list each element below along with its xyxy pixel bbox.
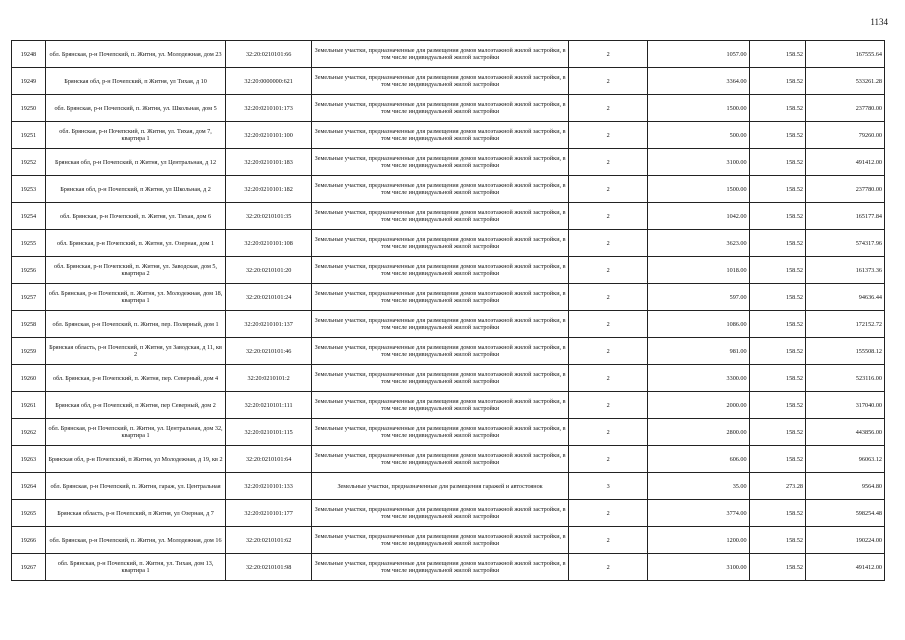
row-number-cell: 19259 <box>12 338 46 365</box>
address-cell: Брянская область, р-н Почепский, п Житня, ул Озерная, д 7 <box>45 500 225 527</box>
table-row <box>12 122 885 149</box>
address-cell: обл. Брянская, р-н Почепский, п. Житня, ул. Озерная, дом 1 <box>45 230 225 257</box>
cadastral-cost-cell: 79260.00 <box>806 122 885 149</box>
land-use-cell: Земельные участки, предназначенные для размещения гаражей и автостоянок <box>312 473 569 500</box>
cadastral-number-cell: 32:20:0210101:98 <box>226 554 312 581</box>
land-use-cell: Земельные участки, предназначенные для размещения домов малоэтажной жилой застройки, в том числе индивидуальной жилой застройки <box>312 365 569 392</box>
area-cell: 2800.00 <box>648 419 750 446</box>
area-cell: 597.00 <box>648 284 750 311</box>
group-code-cell: 2 <box>569 311 648 338</box>
group-code-cell: 2 <box>569 230 648 257</box>
area-cell: 3100.00 <box>648 149 750 176</box>
address-cell: Брянская обл, р-н Почепский, п Житня, ул Центральная, д 12 <box>45 149 225 176</box>
land-use-cell: Земельные участки, предназначенные для размещения домов малоэтажной жилой застройки, в том числе индивидуальной жилой застройки <box>312 176 569 203</box>
cadastral-number-cell: 32:20:0210101:24 <box>226 284 312 311</box>
address-cell: обл. Брянская, р-н Почепский, п. Житня, ул. Центральная, дом 32, квартира 1 <box>45 419 225 446</box>
land-use-cell: Земельные участки, предназначенные для размещения домов малоэтажной жилой застройки, в том числе индивидуальной жилой застройки <box>312 257 569 284</box>
table-row <box>12 419 885 446</box>
address-cell: Брянская обл, р-н Почепский, п Житня, ул Молодежная, д 19, кв 2 <box>45 446 225 473</box>
specific-value-cell: 158.52 <box>749 419 805 446</box>
address-cell: обл. Брянская, р-н Почепский, п. Житня, ул. Школьная, дом 5 <box>45 95 225 122</box>
address-cell: обл. Брянская, р-н Почепский, п. Житня, ул. Молодежная, дом 23 <box>45 41 225 68</box>
area-cell: 1500.00 <box>648 176 750 203</box>
row-number-cell: 19248 <box>12 41 46 68</box>
specific-value-cell: 158.52 <box>749 68 805 95</box>
group-code-cell: 2 <box>569 500 648 527</box>
table-row <box>12 338 885 365</box>
land-use-cell: Земельные участки, предназначенные для размещения домов малоэтажной жилой застройки, в том числе индивидуальной жилой застройки <box>312 230 569 257</box>
cadastral-number-cell: 32:20:0210101:183 <box>226 149 312 176</box>
row-number-cell: 19267 <box>12 554 46 581</box>
row-number-cell: 19255 <box>12 230 46 257</box>
group-code-cell: 2 <box>569 41 648 68</box>
specific-value-cell: 158.52 <box>749 95 805 122</box>
table-row <box>12 473 885 500</box>
land-use-cell: Земельные участки, предназначенные для размещения домов малоэтажной жилой застройки, в том числе индивидуальной жилой застройки <box>312 68 569 95</box>
land-use-cell: Земельные участки, предназначенные для размещения домов малоэтажной жилой застройки, в том числе индивидуальной жилой застройки <box>312 41 569 68</box>
cadastral-number-cell: 32:20:0210101:182 <box>226 176 312 203</box>
group-code-cell: 2 <box>569 68 648 95</box>
cadastral-number-cell: 32:20:0210101:64 <box>226 446 312 473</box>
cadastral-number-cell: 32:20:0210101:108 <box>226 230 312 257</box>
specific-value-cell: 158.52 <box>749 527 805 554</box>
row-number-cell: 19263 <box>12 446 46 473</box>
area-cell: 1018.00 <box>648 257 750 284</box>
area-cell: 3100.00 <box>648 554 750 581</box>
cadastral-cost-cell: 443856.00 <box>806 419 885 446</box>
address-cell: обл. Брянская, р-н Почепский, п. Житня, ул. Заводская, дом 5, квартира 2 <box>45 257 225 284</box>
area-cell: 2000.00 <box>648 392 750 419</box>
cadastral-number-cell: 32:20:0000000:621 <box>226 68 312 95</box>
group-code-cell: 2 <box>569 419 648 446</box>
area-cell: 606.00 <box>648 446 750 473</box>
row-number-cell: 19251 <box>12 122 46 149</box>
specific-value-cell: 158.52 <box>749 203 805 230</box>
cadastral-cost-cell: 172152.72 <box>806 311 885 338</box>
row-number-cell: 19261 <box>12 392 46 419</box>
address-cell: обл. Брянская, р-н Почепский, п. Житня, пер. Полярный, дом 1 <box>45 311 225 338</box>
cadastral-cost-cell: 94636.44 <box>806 284 885 311</box>
table-row <box>12 176 885 203</box>
cadastral-number-cell: 32:20:0210101:100 <box>226 122 312 149</box>
group-code-cell: 2 <box>569 338 648 365</box>
group-code-cell: 3 <box>569 473 648 500</box>
cadastral-number-cell: 32:20:0210101:35 <box>226 203 312 230</box>
address-cell: обл. Брянская, р-н Почепский, п. Житня, гараж, ул. Центральная <box>45 473 225 500</box>
cadastral-cost-cell: 491412.00 <box>806 554 885 581</box>
area-cell: 1057.00 <box>648 41 750 68</box>
cadastral-cost-cell: 190224.00 <box>806 527 885 554</box>
cadastral-cost-cell: 598254.48 <box>806 500 885 527</box>
table-row <box>12 365 885 392</box>
row-number-cell: 19256 <box>12 257 46 284</box>
land-use-cell: Земельные участки, предназначенные для размещения домов малоэтажной жилой застройки, в том числе индивидуальной жилой застройки <box>312 392 569 419</box>
row-number-cell: 19265 <box>12 500 46 527</box>
row-number-cell: 19253 <box>12 176 46 203</box>
group-code-cell: 2 <box>569 149 648 176</box>
row-number-cell: 19254 <box>12 203 46 230</box>
cadastral-number-cell: 32:20:0210101:2 <box>226 365 312 392</box>
land-use-cell: Земельные участки, предназначенные для размещения домов малоэтажной жилой застройки, в том числе индивидуальной жилой застройки <box>312 419 569 446</box>
area-cell: 3774.00 <box>648 500 750 527</box>
cadastral-number-cell: 32:20:0210101:177 <box>226 500 312 527</box>
group-code-cell: 2 <box>569 365 648 392</box>
address-cell: Брянская обл, р-н Почепский, п Житня, ул Тихая, д 10 <box>45 68 225 95</box>
land-use-cell: Земельные участки, предназначенные для размещения домов малоэтажной жилой застройки, в том числе индивидуальной жилой застройки <box>312 446 569 473</box>
area-cell: 500.00 <box>648 122 750 149</box>
specific-value-cell: 158.52 <box>749 284 805 311</box>
specific-value-cell: 158.52 <box>749 446 805 473</box>
address-cell: Брянская обл, р-н Почепский, п Житня, пер Северный, дом 2 <box>45 392 225 419</box>
land-use-cell: Земельные участки, предназначенные для размещения домов малоэтажной жилой застройки, в том числе индивидуальной жилой застройки <box>312 500 569 527</box>
specific-value-cell: 158.52 <box>749 122 805 149</box>
address-cell: обл. Брянская, р-н Почепский, п. Житня, пер. Северный, дом 4 <box>45 365 225 392</box>
table-row <box>12 230 885 257</box>
group-code-cell: 2 <box>569 527 648 554</box>
cadastral-value-table <box>11 40 885 581</box>
cadastral-number-cell: 32:20:0210101:173 <box>226 95 312 122</box>
specific-value-cell: 273.28 <box>749 473 805 500</box>
specific-value-cell: 158.52 <box>749 311 805 338</box>
land-use-cell: Земельные участки, предназначенные для размещения домов малоэтажной жилой застройки, в том числе индивидуальной жилой застройки <box>312 122 569 149</box>
row-number-cell: 19262 <box>12 419 46 446</box>
address-cell: обл. Брянская, р-н Почепский, п. Житня, ул. Тихая, дом 7, квартира 1 <box>45 122 225 149</box>
address-cell: обл. Брянская, р-н Почепский, п. Житня, ул. Молодежная, дом 16 <box>45 527 225 554</box>
row-number-cell: 19266 <box>12 527 46 554</box>
cadastral-cost-cell: 167555.64 <box>806 41 885 68</box>
address-cell: обл. Брянская, р-н Почепский, п. Житня, ул. Тихая, дом 13, квартира 1 <box>45 554 225 581</box>
cadastral-cost-cell: 155508.12 <box>806 338 885 365</box>
address-cell: обл. Брянская, р-н Почепский, п. Житня, ул. Тихая, дом 6 <box>45 203 225 230</box>
address-cell: обл. Брянская, р-н Почепский, п. Житня, ул. Молодежная, дом 18, квартира 1 <box>45 284 225 311</box>
group-code-cell: 2 <box>569 392 648 419</box>
cadastral-cost-cell: 523116.00 <box>806 365 885 392</box>
cadastral-number-cell: 32:20:0210101:62 <box>226 527 312 554</box>
specific-value-cell: 158.52 <box>749 500 805 527</box>
specific-value-cell: 158.52 <box>749 392 805 419</box>
group-code-cell: 2 <box>569 122 648 149</box>
specific-value-cell: 158.52 <box>749 365 805 392</box>
row-number-cell: 19250 <box>12 95 46 122</box>
table-row <box>12 446 885 473</box>
table-row <box>12 95 885 122</box>
table-row <box>12 41 885 68</box>
cadastral-number-cell: 32:20:0210101:115 <box>226 419 312 446</box>
table-body <box>12 41 885 581</box>
table-row <box>12 203 885 230</box>
specific-value-cell: 158.52 <box>749 338 805 365</box>
area-cell: 1042.00 <box>648 203 750 230</box>
row-number-cell: 19252 <box>12 149 46 176</box>
cadastral-cost-cell: 9564.80 <box>806 473 885 500</box>
address-cell: Брянская обл, р-н Почепский, п Житня, ул Школьная, д 2 <box>45 176 225 203</box>
page-number: 1134 <box>870 17 888 27</box>
table-row <box>12 500 885 527</box>
cadastral-cost-cell: 161373.36 <box>806 257 885 284</box>
address-cell: Брянская область, р-н Почепский, п Житня, ул Заводская, д 11, кв 2 <box>45 338 225 365</box>
area-cell: 35.00 <box>648 473 750 500</box>
cadastral-number-cell: 32:20:0210101:137 <box>226 311 312 338</box>
table-row <box>12 527 885 554</box>
group-code-cell: 2 <box>569 284 648 311</box>
row-number-cell: 19249 <box>12 68 46 95</box>
group-code-cell: 2 <box>569 95 648 122</box>
row-number-cell: 19258 <box>12 311 46 338</box>
cadastral-cost-cell: 96063.12 <box>806 446 885 473</box>
area-cell: 3364.00 <box>648 68 750 95</box>
land-use-cell: Земельные участки, предназначенные для размещения домов малоэтажной жилой застройки, в том числе индивидуальной жилой застройки <box>312 527 569 554</box>
area-cell: 981.00 <box>648 338 750 365</box>
cadastral-cost-cell: 533261.28 <box>806 68 885 95</box>
row-number-cell: 19260 <box>12 365 46 392</box>
land-use-cell: Земельные участки, предназначенные для размещения домов малоэтажной жилой застройки, в том числе индивидуальной жилой застройки <box>312 149 569 176</box>
cadastral-number-cell: 32:20:0210101:133 <box>226 473 312 500</box>
table-row <box>12 149 885 176</box>
group-code-cell: 2 <box>569 203 648 230</box>
table-row <box>12 68 885 95</box>
specific-value-cell: 158.52 <box>749 257 805 284</box>
cadastral-cost-cell: 237780.00 <box>806 176 885 203</box>
area-cell: 1086.00 <box>648 311 750 338</box>
table-row <box>12 257 885 284</box>
specific-value-cell: 158.52 <box>749 230 805 257</box>
area-cell: 1500.00 <box>648 95 750 122</box>
area-cell: 3300.00 <box>648 365 750 392</box>
cadastral-cost-cell: 491412.00 <box>806 149 885 176</box>
group-code-cell: 2 <box>569 176 648 203</box>
specific-value-cell: 158.52 <box>749 554 805 581</box>
area-cell: 3623.00 <box>648 230 750 257</box>
cadastral-number-cell: 32:20:0210101:46 <box>226 338 312 365</box>
row-number-cell: 19257 <box>12 284 46 311</box>
specific-value-cell: 158.52 <box>749 41 805 68</box>
cadastral-number-cell: 32:20:0210101:111 <box>226 392 312 419</box>
cadastral-cost-cell: 574317.96 <box>806 230 885 257</box>
cadastral-cost-cell: 317040.00 <box>806 392 885 419</box>
land-use-cell: Земельные участки, предназначенные для размещения домов малоэтажной жилой застройки, в том числе индивидуальной жилой застройки <box>312 554 569 581</box>
land-use-cell: Земельные участки, предназначенные для размещения домов малоэтажной жилой застройки, в том числе индивидуальной жилой застройки <box>312 284 569 311</box>
cadastral-number-cell: 32:20:0210101:66 <box>226 41 312 68</box>
group-code-cell: 2 <box>569 554 648 581</box>
specific-value-cell: 158.52 <box>749 149 805 176</box>
table-row <box>12 311 885 338</box>
row-number-cell: 19264 <box>12 473 46 500</box>
land-use-cell: Земельные участки, предназначенные для размещения домов малоэтажной жилой застройки, в том числе индивидуальной жилой застройки <box>312 95 569 122</box>
specific-value-cell: 158.52 <box>749 176 805 203</box>
table-row <box>12 284 885 311</box>
group-code-cell: 2 <box>569 257 648 284</box>
group-code-cell: 2 <box>569 446 648 473</box>
table-row <box>12 392 885 419</box>
land-use-cell: Земельные участки, предназначенные для размещения домов малоэтажной жилой застройки, в том числе индивидуальной жилой застройки <box>312 203 569 230</box>
land-use-cell: Земельные участки, предназначенные для размещения домов малоэтажной жилой застройки, в том числе индивидуальной жилой застройки <box>312 311 569 338</box>
land-use-cell: Земельные участки, предназначенные для размещения домов малоэтажной жилой застройки, в том числе индивидуальной жилой застройки <box>312 338 569 365</box>
cadastral-cost-cell: 237780.00 <box>806 95 885 122</box>
area-cell: 1200.00 <box>648 527 750 554</box>
cadastral-cost-cell: 165177.84 <box>806 203 885 230</box>
cadastral-number-cell: 32:20:0210101:20 <box>226 257 312 284</box>
table-row <box>12 554 885 581</box>
